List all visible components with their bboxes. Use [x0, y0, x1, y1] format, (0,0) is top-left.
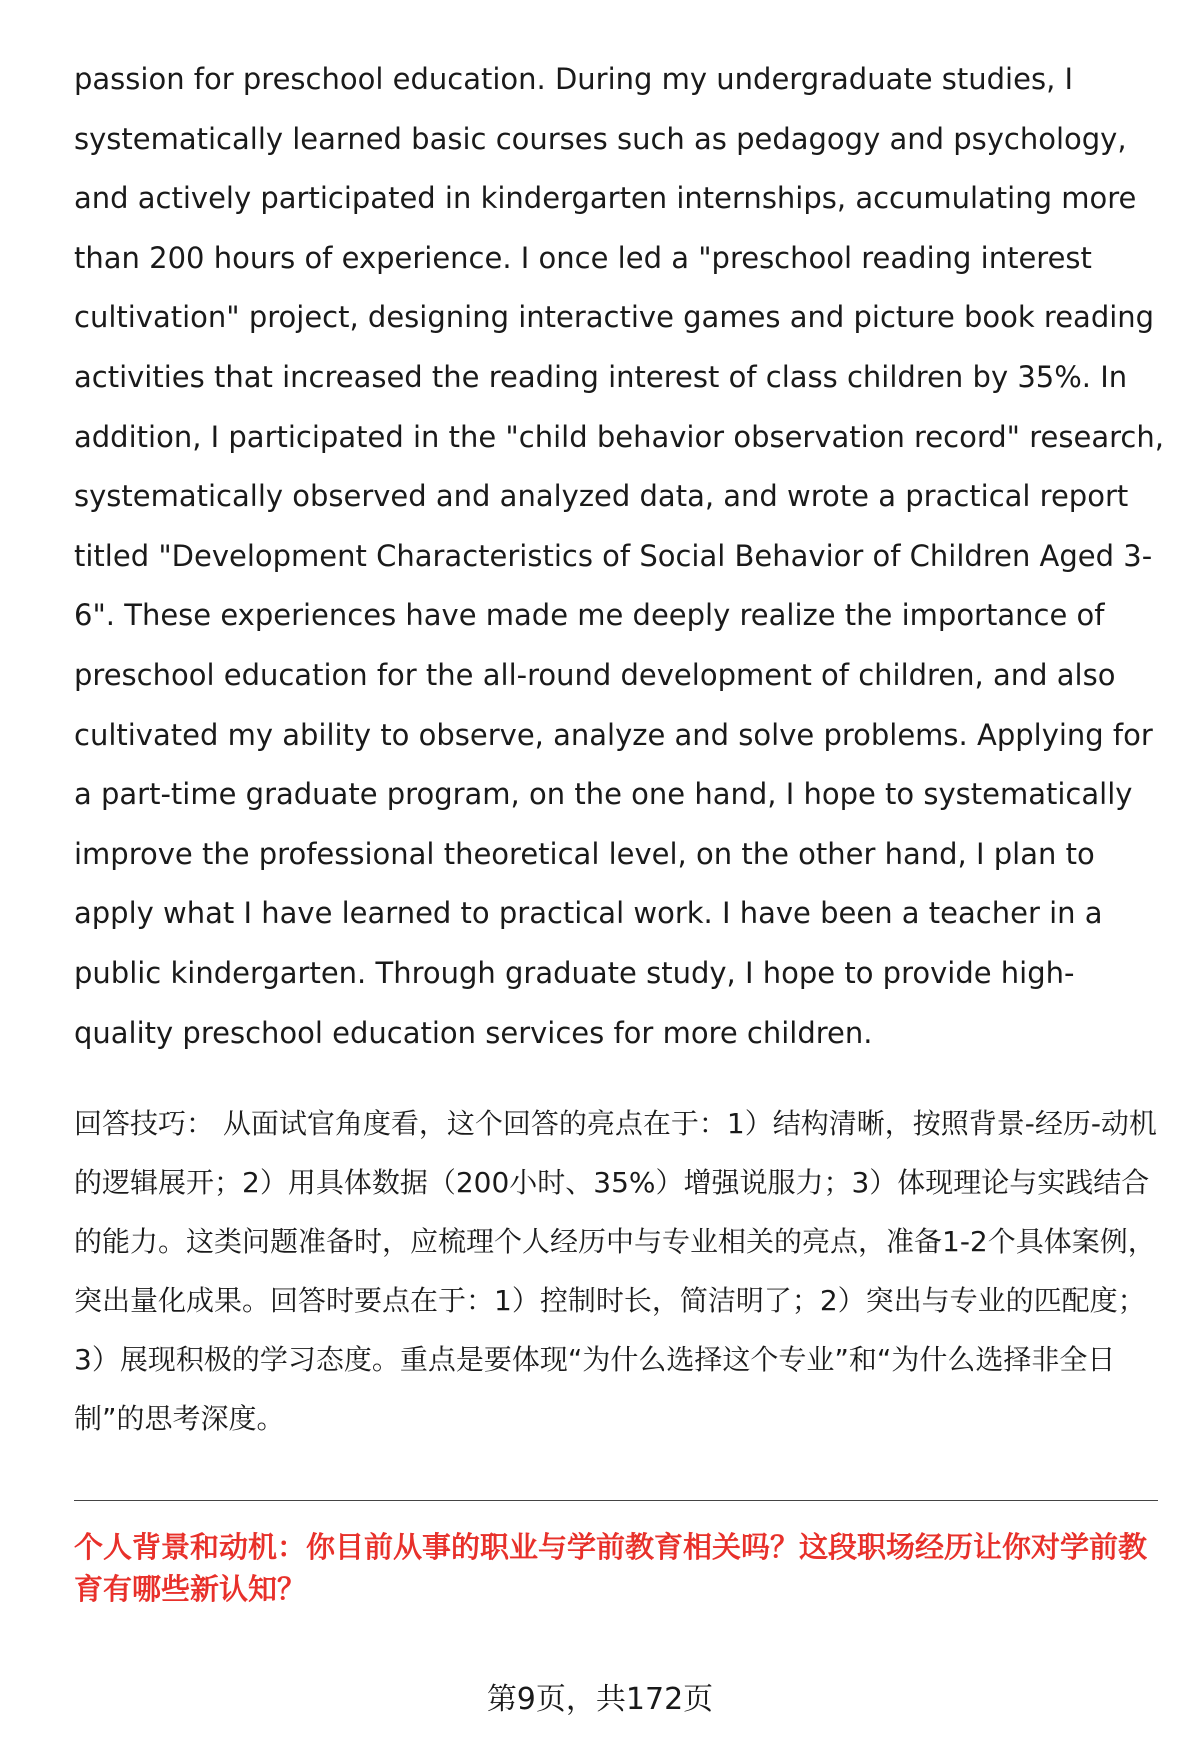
section-divider	[74, 1500, 1158, 1501]
question-heading: 个人背景和动机：你目前从事的职业与学前教育相关吗？这段职场经历让你对学前教育有哪些新认知？	[74, 1530, 1148, 1606]
answer-paragraph: passion for preschool education. During my undergraduate studies, I systematically learned basic courses such as pedagogy and psychology, and actively participated in kindergarten internships, accumulating more than 200 hours of experience. I once led a "preschool reading interest cultivation" project, designing interactive games and picture book reading activities that increased the reading interest of class children by 35%. In addition, I participated in the "child behavior observation record" research, systematically observed and analyzed data, and wrote a practical report titled "Development Characteristics of Social Behavior of Children Aged 3-6". These experiences have made me deeply realize the importance of preschool education for the all-round development of children, and also cultivated my ability to observe, analyze and solve problems. Applying for a part-time graduate program, on the one hand, I hope to systematically improve the professional theoretical level, on the other hand, I plan to apply what I have learned to practical work. I have been a teacher in a public kindergarten. Through graduate study, I hope to provide high-quality preschool education services for more children.	[74, 62, 1164, 1050]
answer-tips-paragraph: 回答技巧： 从面试官角度看，这个回答的亮点在于：1）结构清晰，按照背景-经历-动机的逻辑展开；2）用具体数据（200小时、35%）增强说服力；3）体现理论与实践结合的能力。这类问题准备时，应梳理个人经历中与专业相关的亮点，准备1-2个具体案例，突出量化成果。回答时要点在于：1）控制时长，简洁明了；2）突出与专业的匹配度；3）展现积极的学习态度。重点是要体现“为什么选择这个专业”和“为什么选择非全日制”的思考深度。	[74, 1107, 1157, 1435]
page-number: 第9页，共172页	[486, 1682, 714, 1717]
